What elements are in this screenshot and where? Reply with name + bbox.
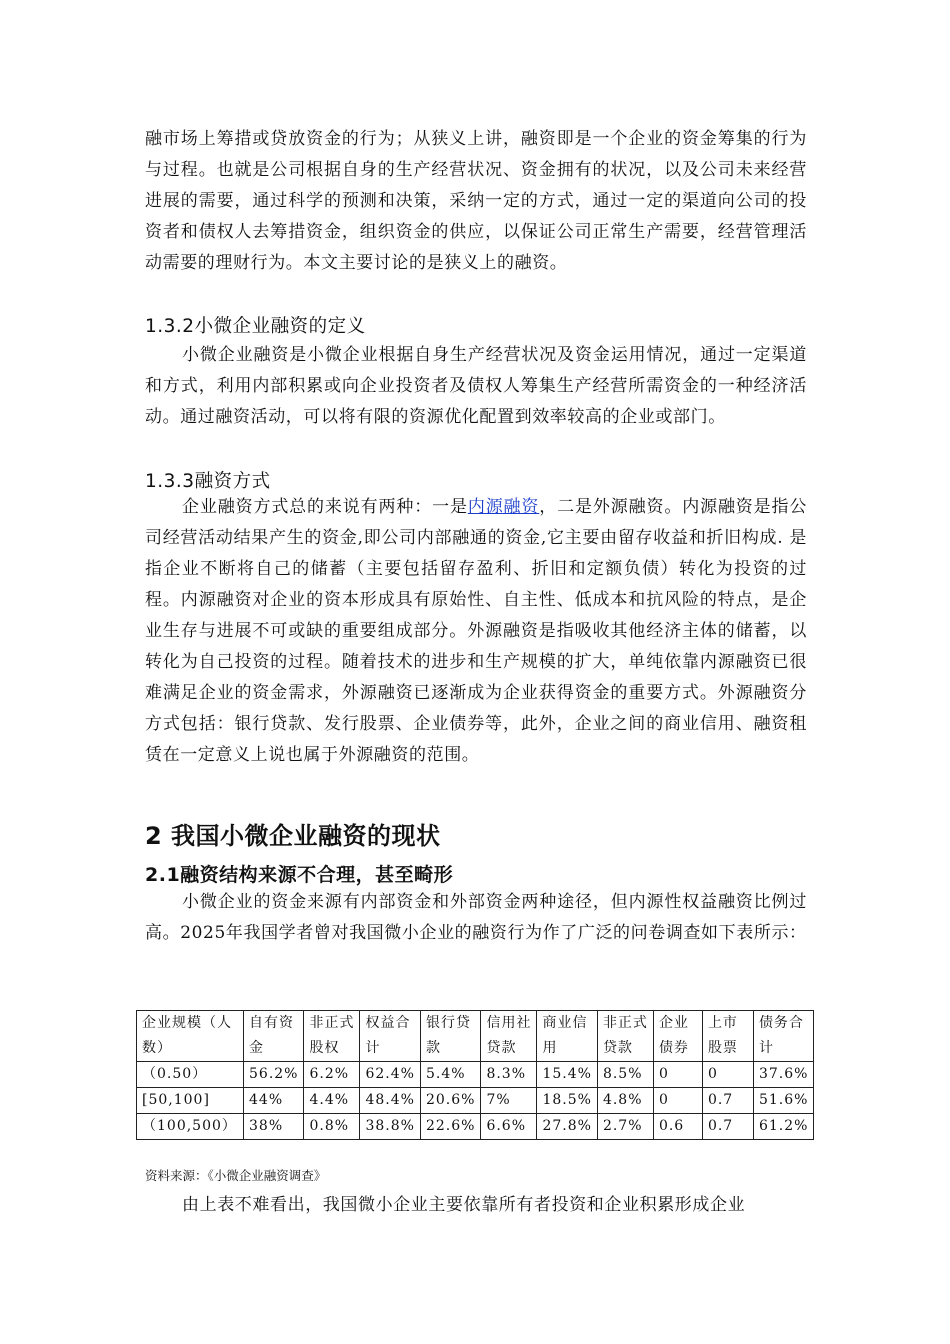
table-cell: 22.6%	[420, 1114, 480, 1140]
table-cell: 4.8%	[597, 1088, 653, 1114]
table-cell: 0.7	[702, 1088, 753, 1114]
paragraph-table-analysis: 由上表不难看出，我国微小企业主要依靠所有者投资和企业积累形成企业	[182, 1195, 746, 1215]
table-cell: 56.2%	[244, 1062, 304, 1088]
internal-financing-link[interactable]: 内源融资	[467, 497, 540, 517]
heading-1-3-3: 1.3.3融资方式	[145, 471, 271, 492]
paragraph-funding-sources: 小微企业的资金来源有内部资金和外部资金两种途径，但内源性权益融资比例过高。2025年我国学者曾对我国微小企业的融资行为作了广泛的问卷调查如下表所示：	[145, 892, 807, 943]
table-source-note: 资料来源：《小微企业融资调查》	[145, 1168, 327, 1183]
text-segment: ，二是外源融资。内源融资是指公司经营活动结果产生的资金,即公司内部融通的资金,它主要由留存收益和折旧构成. 是指企业不断将自己的储蓄（主要包括留存盈利、折旧和定额负债）转化为投资的过程。内源融资对企业的资本形成具有原始性、自主性、低成本和抗风险的特点，是企业生存与进展不可或缺的重要组成部分。外源融资是指吸收其他经济主体的储蓄，以转化为自己投资的过程。随着技术的进步和生产规模的扩大，单纯依靠内源融资已很难满足企业的资金需求，外源融资已逐渐成为企业获得资金的重要方式。外源融资分方式包括：银行贷款、发行股票、企业债券等，此外，企业之间的商业信用、融资租赁在一定意义上说也属于外源融资的范围。	[145, 497, 807, 765]
table-header-cell: 银行贷款	[420, 1011, 480, 1062]
table-cell: 27.8%	[537, 1114, 597, 1140]
table-cell: 0.6	[653, 1114, 702, 1140]
heading-section-2: 2 我国小微企业融资的现状	[145, 822, 441, 850]
financing-structure-table	[136, 1010, 814, 1140]
table-header-row	[137, 1011, 814, 1062]
table-cell: （100,500）	[137, 1114, 244, 1140]
paragraph-micro-financing: 小微企业融资是小微企业根据自身生产经营状况及资金运用情况，通过一定渠道和方式，利用内部积累或向企业投资者及债权人筹集生产经营所需资金的一种经济活动。通过融资活动，可以将有限的资源优化配置到效率较高的企业或部门。	[145, 345, 807, 427]
table-cell: 38%	[244, 1114, 304, 1140]
table-cell: 18.5%	[537, 1088, 597, 1114]
table-header-cell: 权益合计	[360, 1011, 420, 1062]
table-cell: 0.8%	[304, 1114, 360, 1140]
table-row	[137, 1062, 814, 1088]
paragraph-financing-definition: 融市场上筹措或贷放资金的行为；从狭义上讲，融资即是一个企业的资金筹集的行为与过程。也就是公司根据自身的生产经营状况、资金拥有的状况，以及公司未来经营进展的需要，通过科学的预测和决策，采纳一定的方式，通过一定的渠道向公司的投资者和债权人去筹措资金，组织资金的供应，以保证公司正常生产需要，经营管理活动需要的理财行为。本文主要讨论的是狭义上的融资。	[145, 129, 807, 273]
table-cell: 48.4%	[360, 1088, 420, 1114]
table-cell: 51.6%	[753, 1088, 813, 1114]
table-header-cell: 上市股票	[702, 1011, 753, 1062]
table-cell: （0.50）	[137, 1062, 244, 1088]
table-cell: 20.6%	[420, 1088, 480, 1114]
paragraph-financing-methods	[145, 492, 807, 771]
table-cell: 38.8%	[360, 1114, 420, 1140]
table-cell: 6.6%	[481, 1114, 537, 1140]
table-header-cell: 信用社贷款	[481, 1011, 537, 1062]
table-cell: 8.3%	[481, 1062, 537, 1088]
table-header-cell: 商业信用	[537, 1011, 597, 1062]
text-segment: 企业融资方式总的来说有两种：一是	[182, 497, 468, 517]
table-header-cell: 自有资金	[244, 1011, 304, 1062]
table-cell: 8.5%	[597, 1062, 653, 1088]
heading-1-3-2: 1.3.2小微企业融资的定义	[145, 316, 366, 337]
table-cell: 7%	[481, 1088, 537, 1114]
table-header-cell: 企业规模（人数）	[137, 1011, 244, 1062]
table-cell: 37.6%	[753, 1062, 813, 1088]
table-cell: 62.4%	[360, 1062, 420, 1088]
table-cell: 15.4%	[537, 1062, 597, 1088]
table-header-cell: 非正式股权	[304, 1011, 360, 1062]
table-header-cell: 非正式贷款	[597, 1011, 653, 1062]
table-cell: 44%	[244, 1088, 304, 1114]
table-row	[137, 1088, 814, 1114]
table-cell: 61.2%	[753, 1114, 813, 1140]
table-row	[137, 1114, 814, 1140]
table-cell: [50,100]	[137, 1088, 244, 1114]
table-cell: 0	[702, 1062, 753, 1088]
table-header-cell: 企业债券	[653, 1011, 702, 1062]
table-cell: 0.7	[702, 1114, 753, 1140]
table-header-cell: 债务合计	[753, 1011, 813, 1062]
table-cell: 0	[653, 1062, 702, 1088]
table-cell: 4.4%	[304, 1088, 360, 1114]
heading-2-1: 2.1融资结构来源不合理，甚至畸形	[145, 864, 454, 886]
table-cell: 2.7%	[597, 1114, 653, 1140]
table-cell: 0	[653, 1088, 702, 1114]
table-cell: 5.4%	[420, 1062, 480, 1088]
table-cell: 6.2%	[304, 1062, 360, 1088]
